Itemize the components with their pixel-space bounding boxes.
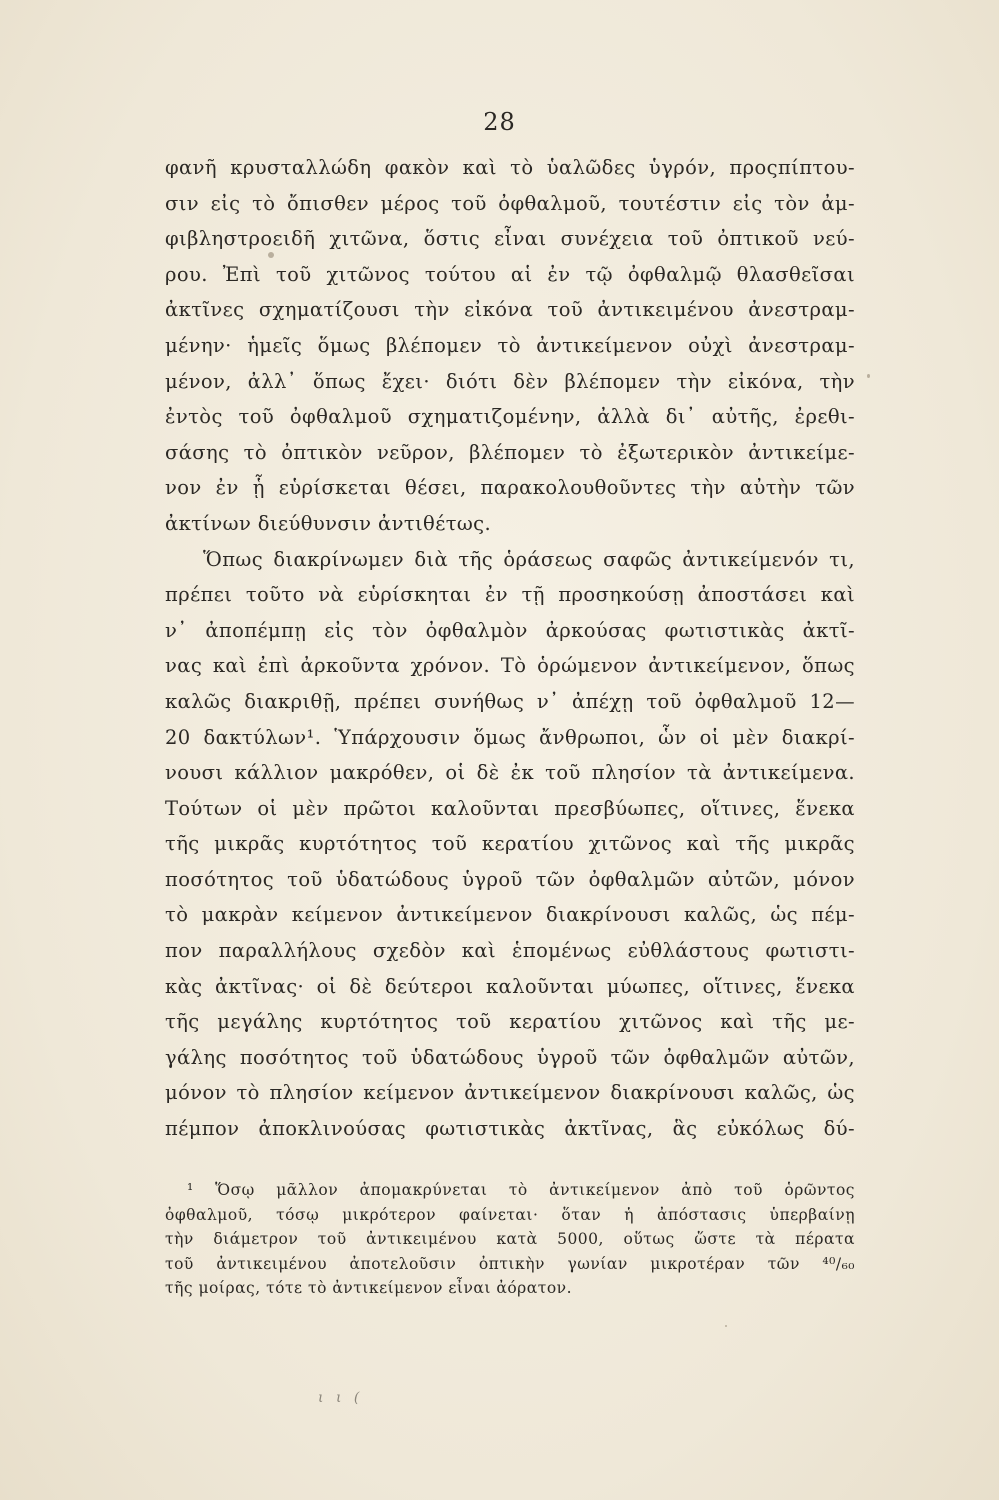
pencil-marginalia: ι ι ( bbox=[318, 1390, 364, 1406]
body-line: σιν εἰς τὸ ὄπισθεν μέρος τοῦ ὀφθαλμοῦ, τουτέστιν εἰς τὸν ἀμ- bbox=[165, 191, 855, 215]
footnote-line: τὴν διάμετρον τοῦ ἀντικειμένου κατὰ 5000, οὕτως ὥστε τὰ πέρατα bbox=[165, 1230, 855, 1249]
footnote-line: ¹ Ὅσῳ μᾶλλον ἀπομακρύνεται τὸ ἀντικείμενον ἀπὸ τοῦ ὁρῶντος bbox=[187, 1181, 855, 1199]
body-line: ἀκτῖνες σχηματίζουσι τὴν εἰκόνα τοῦ ἀντικειμένου ἀνεστραμ- bbox=[165, 298, 855, 322]
body-line: τῆς μικρᾶς κυρτότητος τοῦ κερατίου χιτῶνος καὶ τῆς μικρᾶς bbox=[165, 832, 855, 856]
body-line: φανῆ κρυσταλλώδη φακὸν καὶ τὸ ὑαλῶδες ὑγρόν, προςπίπτου- bbox=[165, 156, 855, 179]
body-line: κὰς ἀκτῖνας· οἱ δὲ δεύτεροι καλοῦνται μύωπες, οἵτινες, ἕνεκα bbox=[165, 974, 855, 998]
body-line: ἀκτίνων διεύθυνσιν ἀντιθέτως. bbox=[165, 511, 492, 535]
body-line: μένον, ἀλλ᾽ ὅπως ἔχει· διότι δὲν βλέπομεν τὴν εἰκόνα, τὴν bbox=[165, 369, 855, 393]
footnote-line: τῆς μοίρας, τότε τὸ ἀντικείμενον εἶναι ἀόρατον. bbox=[165, 1279, 573, 1298]
ink-speck bbox=[268, 252, 274, 258]
footnote-line: ὀφθαλμοῦ, τόσῳ μικρότερον φαίνεται· ὅταν ἡ ἀπόστασις ὑπερβαίνῃ bbox=[165, 1205, 855, 1224]
footnote bbox=[165, 1178, 855, 1301]
body-line: 20 δακτύλων¹. Ὑπάρχουσιν ὅμως ἄνθρωποι, ὧν οἱ μὲν διακρί- bbox=[165, 725, 855, 749]
body-line: καλῶς διακριθῇ, πρέπει συνήθως ν᾽ ἀπέχῃ τοῦ ὀφθαλμοῦ 12— bbox=[165, 689, 855, 713]
ink-speck bbox=[867, 374, 870, 378]
body-line: ἐντὸς τοῦ ὀφθαλμοῦ σχηματιζομένην, ἀλλὰ δι᾽ αὐτῆς, ἐρεθι- bbox=[165, 405, 855, 429]
page-number: 28 bbox=[483, 108, 516, 136]
body-line: ν᾽ ἀποπέμπῃ εἰς τὸν ὀφθαλμὸν ἀρκούσας φωτιστικὰς ἀκτῖ- bbox=[165, 618, 855, 642]
body-line: τὸ μακρὰν κείμενον ἀντικείμενον διακρίνουσι καλῶς, ὡς πέμ- bbox=[165, 903, 855, 927]
body-line: μόνον τὸ πλησίον κείμενον ἀντικείμενον διακρίνουσι καλῶς, ὡς bbox=[165, 1081, 855, 1105]
body-line: Ὅπως διακρίνωμεν διὰ τῆς ὁράσεως σαφῶς ἀντικείμενόν τι, bbox=[203, 547, 855, 571]
ink-speck bbox=[725, 1325, 727, 1327]
body-line: ρου. Ἐπὶ τοῦ χιτῶνος τούτου αἱ ἐν τῷ ὀφθαλμῷ θλασθεῖσαι bbox=[165, 262, 855, 286]
body-line: φιβληστροειδῆ χιτῶνα, ὅστις εἶναι συνέχεια τοῦ ὀπτικοῦ νεύ- bbox=[165, 227, 855, 251]
body-line: πέμπον ἀποκλινούσας φωτιστικὰς ἀκτῖνας, ἃς εὐκόλως δύ- bbox=[165, 1117, 855, 1141]
body-line: πρέπει τοῦτο νὰ εὑρίσκηται ἐν τῇ προσηκούσῃ ἀποστάσει καὶ bbox=[165, 583, 855, 607]
body-text bbox=[165, 150, 855, 1147]
body-line: τῆς μεγάλης κυρτότητος τοῦ κερατίου χιτῶνος καὶ τῆς με- bbox=[165, 1010, 855, 1034]
body-line: ποσότητος τοῦ ὑδατώδους ὑγροῦ τῶν ὀφθαλμῶν αὐτῶν, μόνον bbox=[165, 867, 855, 891]
body-line: γάλης ποσότητος τοῦ ὑδατώδους ὑγροῦ τῶν ὀφθαλμῶν αὐτῶν, bbox=[165, 1045, 855, 1069]
body-line: νον ἐν ᾗ εὑρίσκεται θέσει, παρακολουθοῦντες τὴν αὐτὴν τῶν bbox=[165, 476, 855, 500]
body-line: νας καὶ ἐπὶ ἀρκοῦντα χρόνον. Τὸ ὁρώμενον ἀντικείμενον, ὅπως bbox=[165, 654, 855, 678]
body-line: πον παραλλήλους σχεδὸν καὶ ἑπομένως εὐθλάστους φωτιστι- bbox=[165, 939, 855, 963]
body-line: Τούτων οἱ μὲν πρῶτοι καλοῦνται πρεσβύωπες, οἵτινες, ἕνεκα bbox=[165, 796, 855, 820]
body-line: νουσι κάλλιον μακρόθεν, οἱ δὲ ἐκ τοῦ πλησίον τὰ ἀντικείμενα. bbox=[165, 761, 855, 785]
footnote-line: τοῦ ἀντικειμένου ἀποτελοῦσιν ὀπτικὴν γωνίαν μικροτέραν τῶν ⁴⁰/₆₀ bbox=[165, 1254, 855, 1273]
body-line: σάσης τὸ ὀπτικὸν νεῦρον, βλέπομεν τὸ ἐξωτερικὸν ἀντικείμε- bbox=[165, 440, 855, 464]
body-line: μένην· ἡμεῖς ὅμως βλέπομεν τὸ ἀντικείμενον οὐχὶ ἀνεστραμ- bbox=[165, 333, 855, 357]
